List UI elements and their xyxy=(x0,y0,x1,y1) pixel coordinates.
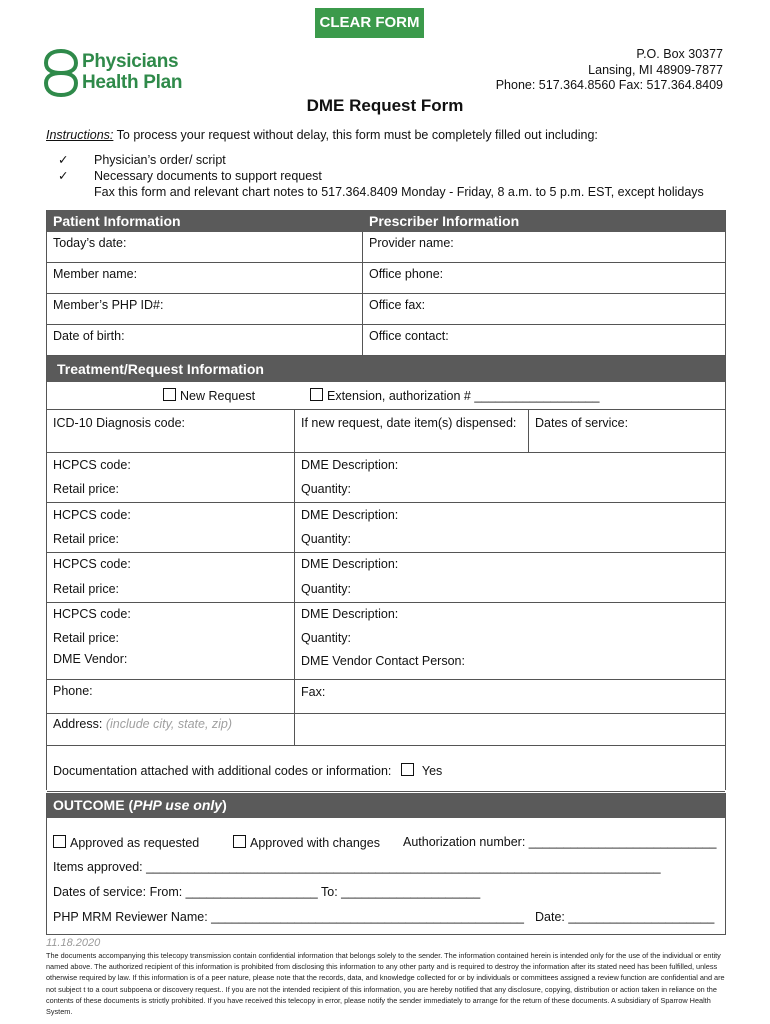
contact-address xyxy=(496,47,723,94)
patient-info-header: Patient Information xyxy=(47,210,369,232)
provider-name-field[interactable]: Provider name: xyxy=(363,232,725,263)
confidentiality-disclaimer: The documents accompanying this telecopy transmission contain confidential information that belongs solely to the sender. The information contained herein is intended only for the use of the individual or entity named above. The authorized recipient of this information is prohibited from disclosing this information to any other party and is required to destroy the information after its stated need has been fulfilled, unless otherwise required by law. If this information is of a peer nature, please note that the records, data, and knowledge collected for or by individuals or committees assigned a review function are confidential and are not subject t to a court subpoena or discovery request.. If you are not the intended recipient of this information, you are hereby notified that any disclosure, copying, distribution or action taken in reliance on the contents of these documents is strictly prohibited. If you have received this telecopy in error, please notify the sender immediately to arrange for the return of these documents. A subsidiary of Sparrow Health System. xyxy=(46,951,725,1017)
dme-description-field[interactable]: DME Description: xyxy=(301,607,399,621)
approved-checkbox[interactable] xyxy=(53,835,66,848)
page-title: DME Request Form xyxy=(306,96,464,115)
extension-option[interactable] xyxy=(310,388,599,403)
documentation-row xyxy=(47,746,725,792)
outcome-dates-field[interactable]: Dates of service: From: ___________________ To: ____________________ xyxy=(53,885,481,899)
hcpcs-code-field[interactable]: HCPCS code: xyxy=(53,607,131,621)
address-line: Phone: 517.364.8560 Fax: 517.364.8409 xyxy=(495,78,723,92)
fax-instructions: Fax this form and relevant chart notes to 517.364.8409 Monday - Friday, 8 a.m. to 5 p.m. EST, except holidays xyxy=(94,185,704,199)
address-field[interactable] xyxy=(47,714,725,746)
request-type-row xyxy=(47,382,725,410)
new-request-checkbox[interactable] xyxy=(163,388,176,401)
quantity-field[interactable]: Quantity: xyxy=(301,631,352,645)
office-fax-field[interactable]: Office fax: xyxy=(363,294,725,325)
address-line: Lansing, MI 48909-7877 xyxy=(588,62,723,77)
dme-vendor-field[interactable]: DME Vendor: xyxy=(47,650,295,680)
reviewer-date-field[interactable]: Date: _____________________ xyxy=(535,910,715,924)
dme-description-field[interactable]: DME Description: xyxy=(301,458,399,472)
treatment-header: Treatment/Request Information xyxy=(47,356,725,382)
clear-form-button[interactable]: CLEAR FORM xyxy=(315,8,424,38)
todays-date-field[interactable]: Today’s date: xyxy=(47,232,363,263)
documentation-yes-checkbox[interactable] xyxy=(401,763,414,776)
items-approved-field[interactable]: Items approved: __________________________________________________________________________ xyxy=(53,860,661,874)
retail-price-field[interactable]: Retail price: xyxy=(47,578,295,603)
quantity-field[interactable]: Quantity: xyxy=(295,528,725,553)
revision-date: 11.18.2020 xyxy=(46,937,101,949)
checklist-label: Necessary documents to support request xyxy=(94,169,322,183)
dme-description-field[interactable]: DME Description: xyxy=(301,557,399,571)
new-request-option[interactable] xyxy=(163,388,255,403)
logo-text-line2: Health Plan xyxy=(82,72,183,93)
documentation-yes-label: Yes xyxy=(421,764,443,778)
php-id-field[interactable]: Member’s PHP ID#: xyxy=(47,294,363,325)
address-hint: (include city, state, zip) xyxy=(105,717,233,731)
reviewer-name-field[interactable]: PHP MRM Reviewer Name: _____________________________________________ xyxy=(53,910,524,924)
approved-option[interactable] xyxy=(53,835,199,850)
extension-checkbox[interactable] xyxy=(310,388,323,401)
vendor-phone-field[interactable]: Phone: xyxy=(47,680,295,714)
prescriber-info-header: Prescriber Information xyxy=(363,210,725,232)
retail-price-field[interactable]: Retail price: xyxy=(47,528,295,553)
vendor-fax-field[interactable]: Fax: xyxy=(295,680,725,714)
dme-description-field[interactable]: DME Description: xyxy=(301,508,399,522)
retail-price-field[interactable]: Retail price: xyxy=(47,478,295,503)
icd10-field[interactable]: ICD-10 Diagnosis code: xyxy=(47,410,295,453)
vendor-contact-field[interactable]: DME Vendor Contact Person: xyxy=(295,650,725,680)
hcpcs-code-field[interactable]: HCPCS code: xyxy=(53,557,131,571)
hcpcs-code-field[interactable]: HCPCS code: xyxy=(53,458,131,472)
new-request-label: New Request xyxy=(180,389,256,403)
address-label: Address: xyxy=(53,717,103,731)
logo-text-line1: Physicians xyxy=(82,51,179,72)
address-line: P.O. Box 30377 xyxy=(636,47,723,61)
member-name-field[interactable]: Member name: xyxy=(47,263,363,294)
quantity-field[interactable]: Quantity: xyxy=(295,478,725,503)
checkmark-icon: ✓ xyxy=(58,169,69,183)
retail-price-field[interactable]: Retail price: xyxy=(53,631,119,645)
instructions-label: Instructions: xyxy=(46,128,114,142)
patient-prescriber-table xyxy=(46,210,726,356)
approved-label: Approved as requested xyxy=(70,836,200,850)
authorization-number-field[interactable]: Authorization number: ___________________________ xyxy=(403,835,717,849)
outcome-header: OUTCOME (PHP use only) xyxy=(47,793,725,818)
approved-changes-option[interactable] xyxy=(233,835,380,850)
approved-changes-label: Approved with changes xyxy=(250,836,380,850)
date-of-birth-field[interactable]: Date of birth: xyxy=(47,325,363,356)
approved-changes-checkbox[interactable] xyxy=(233,835,246,848)
checklist-item xyxy=(58,168,322,183)
office-phone-field[interactable]: Office phone: xyxy=(363,263,725,294)
documentation-label: Documentation attached with additional codes or information: xyxy=(53,764,392,778)
treatment-table xyxy=(46,356,726,790)
dates-of-service-field[interactable]: Dates of service: xyxy=(529,410,725,453)
logo-mark-icon xyxy=(44,49,78,97)
date-dispensed-field[interactable]: If new request, date item(s) dispensed: xyxy=(295,410,529,453)
hcpcs-code-field[interactable]: HCPCS code: xyxy=(53,508,131,522)
checklist-item xyxy=(58,152,226,167)
office-contact-field[interactable]: Office contact: xyxy=(363,325,725,356)
instructions xyxy=(46,128,598,142)
extension-label: Extension, authorization # __________________ xyxy=(327,389,600,403)
checkmark-icon: ✓ xyxy=(58,153,69,167)
checklist-label: Physician’s order/ script xyxy=(94,153,226,167)
outcome-section xyxy=(46,793,726,935)
quantity-field[interactable]: Quantity: xyxy=(295,578,725,603)
instructions-text: To process your request without delay, this form must be completely filled out including: xyxy=(113,128,598,142)
php-logo xyxy=(44,49,194,97)
